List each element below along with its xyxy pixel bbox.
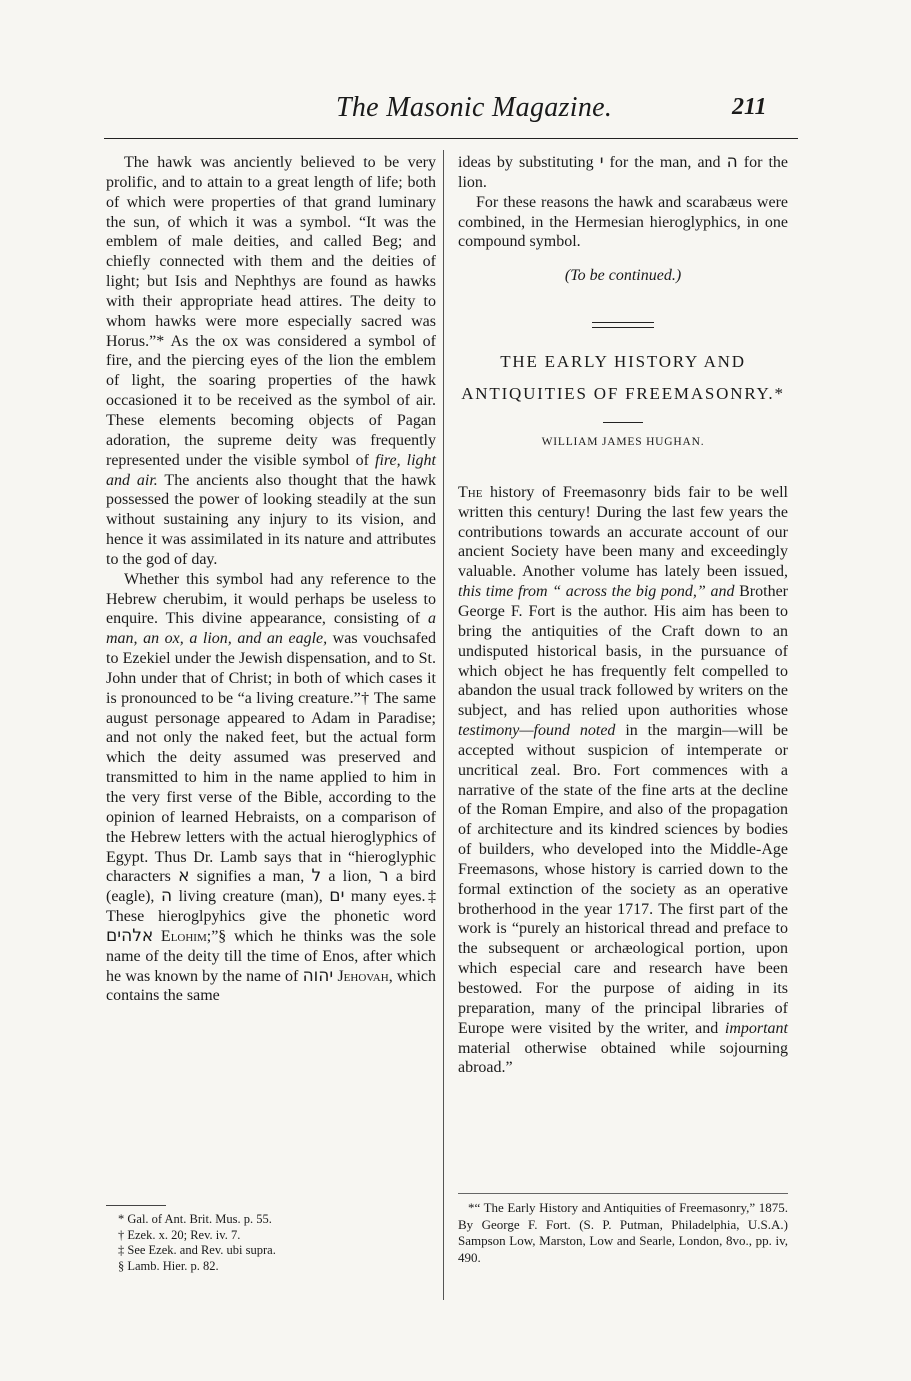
body-text-b: Brother George F. Fort is the author. His aim has been to bring the antiquities of the Craft down to an undisputed historical basis, in the pursuance of which object he has frequently felt compelled to abandon the usual track followed by writers on the subject, and has relied upon authorities whose <box>458 583 788 720</box>
cherubim-text-c: signifies a man, <box>189 868 312 886</box>
cherubim-text-d: a lion, <box>321 868 379 886</box>
cherubim-text-f: living creature (man), <box>172 888 330 906</box>
footnotes-left <box>118 1212 418 1274</box>
continuation-text-b: for the man, and <box>603 154 727 171</box>
running-head <box>0 92 911 132</box>
hebrew-yod: י <box>599 152 604 172</box>
continuation-text-a: ideas by substituting <box>458 154 600 171</box>
column-divider <box>443 150 444 1300</box>
cherubim-text-g: many eyes.‡ These hieroglpyhics give the phonetic word <box>106 888 437 926</box>
cherubim-text-i: ;”§ which he thinks was the sole name of the deity till the time of Enos, after which he was known by the name of <box>106 927 436 985</box>
body-italic-3: important <box>724 1019 788 1037</box>
cherubim-paragraph <box>106 570 436 1007</box>
footnote-rule-right <box>458 1193 788 1194</box>
body-lead-smallcaps: The <box>458 483 483 501</box>
scarabaeus-paragraph: For these reasons the hawk and scarabæus were combined, in the Hermesian hieroglyphics, in one compound symbol. <box>458 193 788 251</box>
hebrew-yod-mem: ים <box>329 886 345 907</box>
page-number: 211 <box>732 94 767 120</box>
header-rule <box>104 138 798 139</box>
footnote-book-reference: *“ The Early History and Antiquities of Freemasonry,” 1875. By George F. Fort. (S. P. Putman, Philadelphia, U.S.A.) Sampson Low, Marston, Low and Searle, London, 8vo., pp. iv, 490. <box>458 1200 788 1265</box>
hebrew-he: ה <box>160 886 173 907</box>
hawk-text-end: The ancients also thought that the hawk possessed the power of looking steadily at the sun without sustaining any injury to its vision, and hence it was assimilated in its nature and attributes to the god of day. <box>106 471 436 568</box>
footnotes-right <box>458 1200 788 1266</box>
to-be-continued: (To be continued.) <box>564 267 682 285</box>
fire-light-air-italic: fire, light and air. <box>106 451 436 489</box>
four-creatures-italic: a man, an ox, a lion, and an eagle, <box>106 610 436 648</box>
article-title <box>458 346 788 410</box>
elohim-smallcaps: Elohim <box>160 927 207 945</box>
hebrew-lamed: ל <box>311 866 322 887</box>
body-italic-1: this time from “ across the big pond,” and <box>458 583 735 601</box>
cherubim-text-k: , which contains the same <box>106 967 437 1005</box>
cherubim-text-b: was vouchsafed to Ezekiel under the Jewish dispensation, and to St. John under that of Christ; in both of which cases it is pronounced to be “a living creature.”† The same august personage appeared to Adam in Paradise; and not only the naked feet, but the actual form which the deity assumed was preserved and transmitted to him in the name applied to him in the very first verse of the Bible, according to the opinion of learned Hebraists, on a comparison of the Hebrew letters with the actual hieroglyphics of Egypt. Thus Dr. Lamb says that in “hieroglyphic characters <box>106 630 436 886</box>
footnote-item: ‡ See Ezek. and Rev. ubi supra. <box>118 1243 276 1257</box>
hebrew-aleph: א <box>178 866 190 887</box>
article-author: WILLIAM JAMES HUGHAN. <box>541 436 705 449</box>
article-body <box>458 483 788 1078</box>
hawk-paragraph <box>106 153 436 570</box>
title-rule <box>603 422 643 423</box>
cherubim-text-a: Whether this symbol had any reference to the Hebrew cherubim, it would perhaps be useless to enquire. This divine appearance, consisting of <box>106 570 436 628</box>
body-text-c: in the margin—will be accepted without suspicion of intemperate or uncritical zeal. Bro. Fort commences with a narrative of the state of the fine arts at the decline of the Roman Empire, and also of the propagation of architecture and its kindred sciences by bodies of builders, who developed into the Middle-Age Freemasons, whose history is carried down to the formal extinction of the society as an operative brotherhood in the year 1717. The first part of the work is “purely an historical thread and preface to the subsequent or archæological portion, upon which especial care and research have been bestowed. For the purpose of aiding in its preparation, many of the principal libraries of Europe were visited by the writer, and <box>458 722 789 1037</box>
body-text-d: material otherwise obtained while sojourning abroad.” <box>458 1039 788 1077</box>
continuation-paragraph <box>458 153 788 193</box>
right-column <box>458 153 788 1078</box>
hawk-text: The hawk was anciently believed to be very prolific, and to attain to a great length of life; both of which were properties of that grand luminary the sun, of which it was a symbol. “It was the emblem of male deities, and called Beg; and chiefly connected with them and the deities of light; but Isis and Nephthys are found as hawks with their appropriate head attires. The deity to whom hawks were more especially sacred was Horus.”* As the ox was considered a symbol of fire, and the piercing eyes of the lion the emblem of light, the soaring properties of the hawk occasioned it to be received as the symbol of air. These elements becoming objects of Pagan adoration, the supreme deity was frequently represented under the visible symbol of <box>106 154 436 469</box>
article-title-line2: ANTIQUITIES OF FREEMASONRY.* <box>461 384 785 404</box>
article-title-line1: THE EARLY HISTORY AND <box>500 352 746 372</box>
footnote-item: † Ezek. x. 20; Rev. iv. 7. <box>118 1227 241 1242</box>
left-column <box>106 153 436 1006</box>
spacer <box>153 928 161 945</box>
magazine-title: The Masonic Magazine. <box>336 92 613 123</box>
cherubim-text-e: a bird (eagle), <box>106 868 437 906</box>
section-double-rule <box>592 322 654 328</box>
footnote-item: * Gal. of Ant. Brit. Mus. p. 55. <box>118 1212 272 1226</box>
hebrew-he-2: ה <box>726 152 738 172</box>
jehovah-smallcaps: Jehovah <box>337 967 389 985</box>
hebrew-elohim: אלהים <box>106 925 154 946</box>
hebrew-resh: ר <box>378 866 389 887</box>
footnote-rule-left <box>106 1205 166 1206</box>
footnote-item: § Lamb. Hier. p. 82. <box>118 1258 219 1273</box>
body-text-a: history of Freemasonry bids fair to be well written this century! During the last few years the contributions towards an accurate account of our ancient Society have been many and exceedingly valuable. Another volume has lately been issued, <box>458 483 788 581</box>
continuation-text-c: for the lion. <box>458 154 788 191</box>
body-italic-2: testimony—found noted <box>458 722 616 740</box>
hebrew-yhwh: יהוה <box>302 965 334 986</box>
